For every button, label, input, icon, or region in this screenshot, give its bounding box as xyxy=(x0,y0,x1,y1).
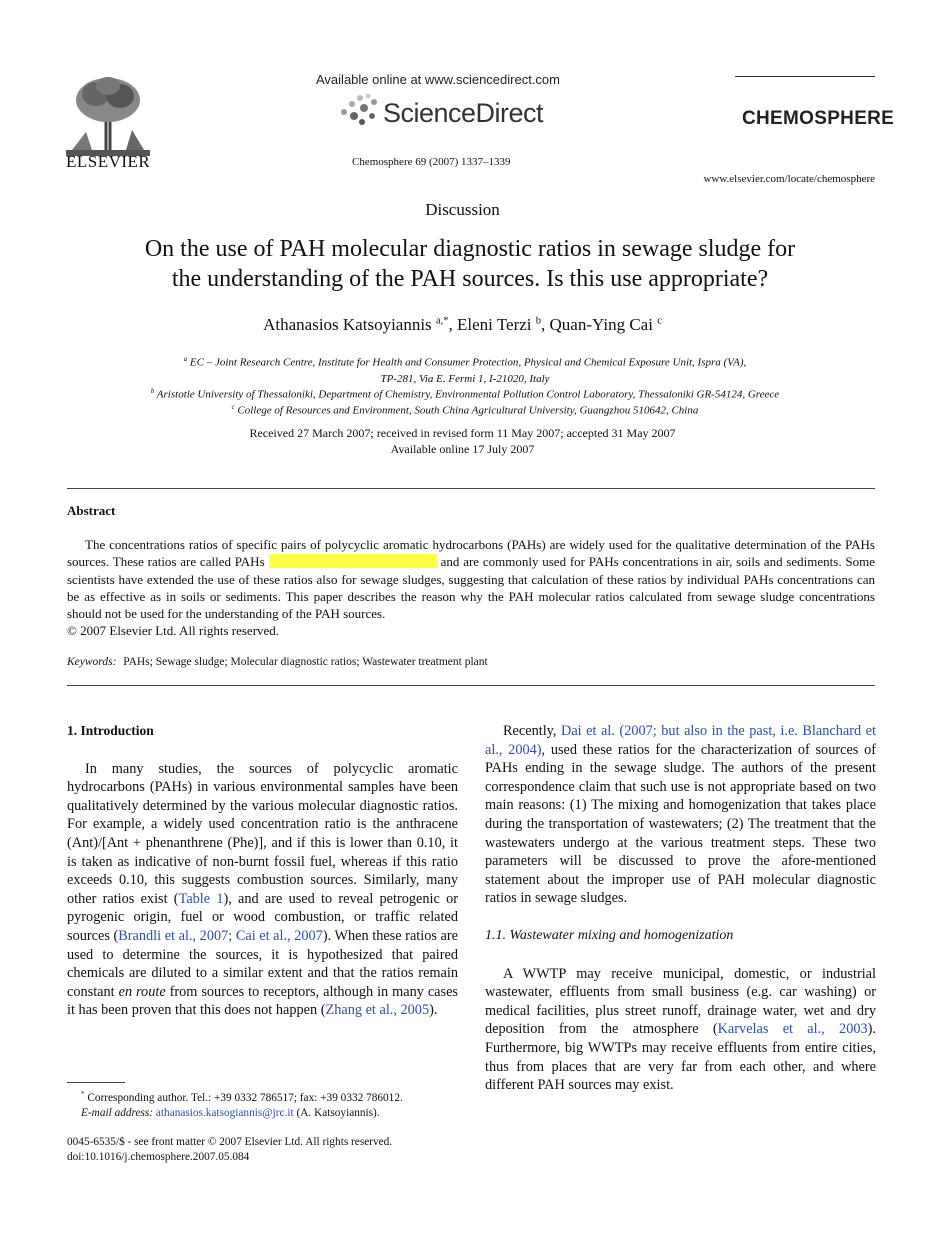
body-text: In many studies, the sources of polycyclic aromatic hydrocarbons (PAHs) in various environmental samples have been qualitatively determined by the various molecular diagnostic ratios. For example, a widely used concentration ratio is the anthracene (Ant)/[Ant + phenanthrene (Phe)], and if this is lower than 0.10, it is taken as indicative of non-burnt fossil fuel, whereas if this ratio exceeds 0.10, this suggests combustion sources. Similarly, many other ratios exist ( xyxy=(67,760,458,907)
affiliation-c xyxy=(60,400,870,419)
journal-citation: Chemosphere 69 (2007) 1337–1339 xyxy=(352,156,511,168)
journal-url[interactable]: www.elsevier.com/locate/chemosphere xyxy=(703,173,875,185)
body-text: from sources to receptors, although in many cases it has been proven that this does not happen ( xyxy=(67,983,458,1019)
paragraph xyxy=(485,722,876,908)
available-online-date: Available online 17 July 2007 xyxy=(390,442,535,456)
citation-link[interactable]: Karvelas et al., 2003 xyxy=(717,1021,868,1038)
body-text: , used these ratios for the characterization of sources of PAHs ending in the sewage sludge. The authors of the present correspondence claim that such use is not appropriate based on two main reasons: (1) The mixing and homogenization that takes place during the transportation of wastewaters; (2) The treatment that the wastewaters undergo at the various treatment steps. These two parameters will be discussed to prove the afore-mentioned statement about the improper use of PAH molecular diagnostic ratios in sewage sludges. xyxy=(485,741,876,907)
footnote-mark: * xyxy=(81,1090,85,1098)
title-line-1: On the use of PAH molecular diagnostic ratios in sewage sludge for xyxy=(144,236,796,262)
footnote xyxy=(67,1087,467,1121)
author-affiliation-mark: b xyxy=(535,315,542,327)
author-name[interactable]: Eleni Terzi xyxy=(457,315,532,334)
footnote-rule xyxy=(67,1082,125,1083)
corresponding-author: Corresponding author. Tel.: +39 0332 786517; fax: +39 0332 786012. xyxy=(87,1091,403,1104)
email-link[interactable]: athanasios.katsogiannis@jrc.it xyxy=(155,1106,294,1119)
paragraph xyxy=(485,965,876,1095)
abstract-heading: Abstract xyxy=(67,503,116,518)
affiliation-text: EC – Joint Research Centre, Institute for Health and Consumer Protection, Physical and Chemical Exposure Unit, Ispra (VA), xyxy=(189,356,747,369)
author-name[interactable]: Athanasios Katsoyiannis xyxy=(263,315,432,334)
abstract-bottom-rule xyxy=(67,685,875,686)
right-column xyxy=(485,722,876,1095)
paragraph xyxy=(67,760,458,1020)
text-highlight xyxy=(269,554,437,568)
body-text: ). When these ratios are used to determine the sources, it is hypothesized that paired chemicals are diluted to a similar extent and that the ratios remain constant xyxy=(67,927,458,1000)
abstract-body xyxy=(67,536,875,640)
abstract-top-rule xyxy=(67,488,875,489)
title-line-2: the understanding of the PAH sources. Is this use appropriate? xyxy=(171,266,769,292)
author-affiliation-mark: c xyxy=(657,315,662,327)
journal-name: CHEMOSPHERE xyxy=(742,108,895,129)
sciencedirect-dots-icon xyxy=(338,92,384,130)
article-dates xyxy=(0,425,925,457)
front-matter xyxy=(67,1135,487,1165)
left-column xyxy=(67,722,458,1020)
body-text: ), and are used to reveal petrogenic or pyrogenic origin, fuel or wood combustion, or traffic related sources ( xyxy=(67,890,458,944)
issn-line: 0045-6535/$ - see front matter © 2007 Elsevier Ltd. All rights reserved. xyxy=(67,1136,393,1148)
affiliation-text: TP-281, Via E. Fermi 1, I-21020, Italy xyxy=(380,372,550,385)
abstract-copyright: © 2007 Elsevier Ltd. All rights reserved. xyxy=(67,623,280,639)
email-label: E-mail address: xyxy=(81,1106,154,1119)
received-dates: Received 27 March 2007; received in revised form 11 May 2007; accepted 31 May 2007 xyxy=(249,426,676,440)
citation-link[interactable]: Dai et al. (2007; but also in the past, i.e. Blanchard et al., 2004) xyxy=(485,723,876,758)
article-title xyxy=(60,234,880,294)
keywords xyxy=(67,656,488,668)
sciencedirect-wordmark: ScienceDirect xyxy=(383,98,544,128)
affiliation-a xyxy=(60,352,870,387)
doi-line[interactable]: doi:10.1016/j.chemosphere.2007.05.084 xyxy=(67,1151,250,1163)
body-text: ). Furthermore, big WWTPs may receive effluents from entire cities, thus from places that are very far from each other, and where different PAH sources may exist. xyxy=(485,1021,876,1094)
keywords-label: Keywords: xyxy=(67,656,117,668)
body-text: A WWTP may receive municipal, domestic, or industrial wastewater, effluents from small business (e.g. car washing) or medical facilities, plus street runoff, drainage water, wet and dry deposition from the atmosphere ( xyxy=(485,965,876,1038)
affiliation-text: Aristotle University of Thessaloniki, Department of Chemistry, Environmental Pollution Control Laboratory, Thessaloniki GR-54124, Greece xyxy=(156,388,780,401)
email-owner: (A. Katsoyiannis). xyxy=(296,1106,380,1119)
body-text: ). xyxy=(429,1002,438,1019)
author-name[interactable]: Quan-Ying Cai xyxy=(549,315,653,334)
citation-link[interactable]: Zhang et al., 2005 xyxy=(325,1002,430,1019)
publisher-name: ELSEVIER xyxy=(66,152,151,171)
keywords-list: PAHs; Sewage sludge; Molecular diagnostic ratios; Wastewater treatment plant xyxy=(123,656,488,668)
available-online-text: Available online at www.sciencedirect.com xyxy=(316,72,560,87)
subsection-heading: 1.1. Wastewater mixing and homogenization xyxy=(485,927,734,943)
elsevier-tree-logo xyxy=(66,72,150,156)
citation-link[interactable]: Brandli et al., 2007; Cai et al., 2007 xyxy=(118,927,323,944)
emphasis-text: en route xyxy=(118,983,166,1000)
affiliation-mark: c xyxy=(231,404,235,411)
body-text: Recently, xyxy=(503,723,561,739)
author-list: Athanasios Katsoyiannis $^{a,*}$, Eleni Terzi $^b$, Quan-Ying Cai $^c$ xyxy=(263,315,662,334)
abstract-text: and are commonly used for PAHs concentrations in air, soils and sediments. Some scientists have extended the use of these ratios also for sewage sludges, suggesting that calculation of these ratios by individual PAHs concentrations can be as effective as in soils or sediments. This paper describes the reason why the PAH molecular ratios calculated from sewage sludge concentrations should not be used for the understanding of the PAH sources. xyxy=(67,554,875,622)
affiliation-mark: a xyxy=(183,356,188,363)
affiliation-mark: b xyxy=(150,388,155,395)
abstract-text: The concentrations ratios of specific pairs of polycyclic aromatic hydrocarbons (PAHs) are widely used for the qualitative determination of the PAHs sources. These ratios are called PAHs xyxy=(67,537,875,570)
section-heading-introduction: 1. Introduction xyxy=(67,723,154,738)
table-reference-link[interactable]: Table 1 xyxy=(178,890,224,907)
article-type: Discussion xyxy=(425,200,500,219)
journal-top-rule xyxy=(735,76,875,77)
author-affiliation-mark: a,* xyxy=(435,315,449,327)
affiliation-text: College of Resources and Environment, South China Agricultural University, Guangzhou 510642, China xyxy=(237,404,699,417)
